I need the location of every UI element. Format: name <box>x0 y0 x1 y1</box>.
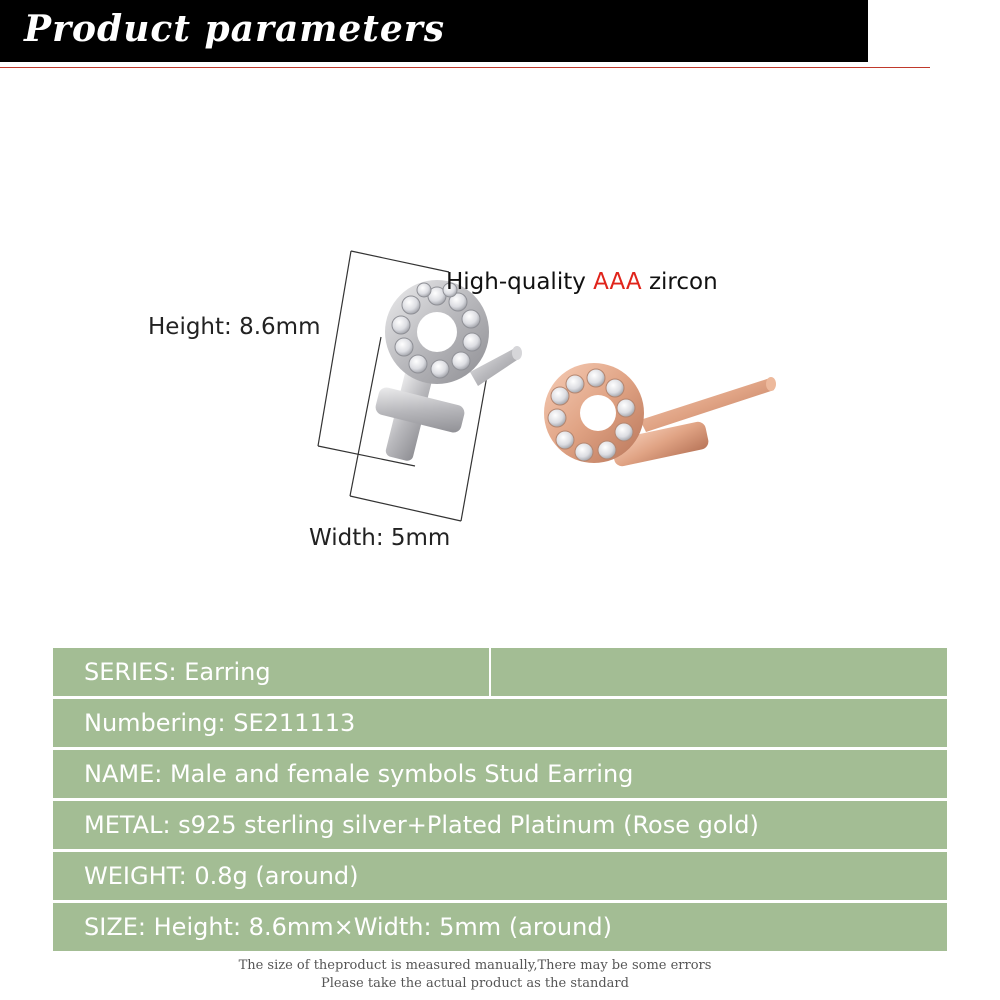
spec-size: SIZE: Height: 8.6mm×Width: 5mm (around) <box>84 913 612 941</box>
spec-row-series <box>53 648 947 696</box>
page-title: Product parameters <box>24 8 446 50</box>
spec-row-weight <box>53 852 947 900</box>
spec-metal: METAL: s925 sterling silver+Plated Platinum (Rose gold) <box>84 811 759 839</box>
rose-gold-earring <box>544 363 776 468</box>
header-bar <box>0 0 868 62</box>
header-divider <box>0 67 930 68</box>
zircon-callout-suffix: zircon <box>641 269 718 295</box>
spec-name: NAME: Male and female symbols Stud Earring <box>84 760 634 788</box>
spec-row-size <box>53 903 947 951</box>
zircon-callout <box>446 269 718 295</box>
silver-earring <box>374 280 522 462</box>
zircon-callout-accent: AAA <box>593 269 642 295</box>
spec-numbering: Numbering: SE211113 <box>84 709 356 737</box>
spec-table <box>53 648 947 954</box>
spec-row-numbering <box>53 699 947 747</box>
earring-illustration <box>0 70 1000 640</box>
spec-series: SERIES: Earring <box>84 658 271 686</box>
spec-weight: WEIGHT: 0.8g (around) <box>84 862 359 890</box>
footnote-line-1: The size of theproduct is measured manually,There may be some errors <box>238 958 712 973</box>
zircon-callout-prefix: High-quality <box>446 269 594 295</box>
footnote-line-2: Please take the actual product as the standard <box>321 976 629 991</box>
product-image <box>0 70 1000 640</box>
spec-row-metal <box>53 801 947 849</box>
spec-row-name <box>53 750 947 798</box>
height-label: Height: 8.6mm <box>148 314 321 340</box>
width-label: Width: 5mm <box>309 525 451 551</box>
cell-divider <box>489 648 491 696</box>
